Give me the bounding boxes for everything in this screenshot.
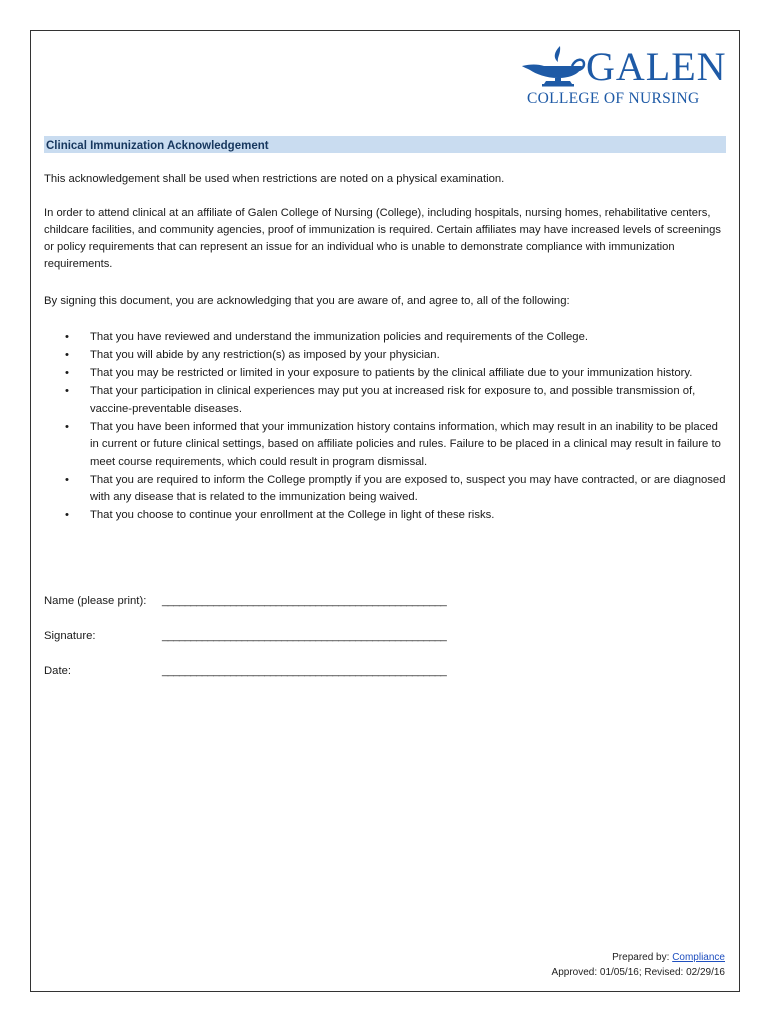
compliance-link[interactable]: Compliance [672, 952, 725, 963]
list-item: • That you are required to inform the College promptly if you are exposed to, suspect you may have contracted, or are diagnosed with any disease that is related to the immunization being waived. [65, 473, 726, 503]
logo-subtitle: COLLEGE OF NURSING [527, 90, 700, 107]
list-item: • That you have been informed that your immunization history contains information, which may result in an inability to be placed in current or future clinical settings, based on affiliate policies and rules. Failure to be placed in a clinical may result in failure to meet course requirements, which could result in program dismissal. [65, 420, 721, 468]
signature-field[interactable]: __________________________________________________ [162, 630, 447, 642]
bullet-icon: • [65, 385, 69, 397]
name-field[interactable]: __________________________________________________ [162, 595, 447, 607]
bullet-icon: • [65, 331, 69, 343]
prepared-by-line [552, 950, 725, 965]
name-label: Name (please print): [44, 595, 147, 607]
list-item: • That you will abide by any restriction(s) as imposed by your physician. [62, 347, 726, 365]
intro-paragraph: This acknowledgement shall be used when restrictions are noted on a physical examination. [44, 173, 505, 185]
list-item: • That you choose to continue your enrollment at the College in light of these risks. [62, 507, 726, 525]
date-label: Date: [44, 665, 72, 677]
section-header [44, 136, 726, 153]
galen-logo [520, 44, 726, 112]
list-item: • That your participation in clinical experiences may put you at increased risk for exposure to, and possible transmission of, vaccine-preventable diseases. [65, 385, 696, 415]
prepared-by-label: Prepared by: [612, 952, 670, 963]
signing-paragraph: By signing this document, you are acknowledging that you are aware of, and agree to, all of the following: [44, 295, 570, 307]
bullet-icon: • [65, 367, 69, 379]
signature-label: Signature: [44, 630, 96, 642]
bullet-icon: • [65, 509, 69, 521]
date-field[interactable]: __________________________________________________ [162, 665, 447, 677]
acknowledgement-list [62, 329, 726, 525]
bullet-icon: • [65, 420, 69, 433]
logo-wordmark: GALEN [586, 44, 727, 89]
section-title: Clinical Immunization Acknowledgement [46, 140, 269, 152]
oil-lamp-icon [520, 44, 588, 90]
bullet-icon: • [65, 349, 69, 361]
affiliates-paragraph: In order to attend clinical at an affiliate of Galen College of Nursing (College), including hospitals, nursing homes, rehabilitative centers, childcare facilities, and community agencies, proof of immunization is required. Certain affiliates may have increased levels of screenings or policy requirements that can represent an issue for an individual who is unable to demonstrate compliance with immunization requirements. [44, 207, 721, 270]
bullet-icon: • [65, 473, 69, 486]
list-item: • That you have reviewed and understand the immunization policies and requirements of the College. [62, 329, 726, 347]
document-footer [552, 950, 725, 980]
list-item: • That you may be restricted or limited in your exposure to patients by the clinical affiliate due to your immunization history. [62, 365, 726, 383]
approved-revised-line: Approved: 01/05/16; Revised: 02/29/16 [551, 967, 725, 978]
